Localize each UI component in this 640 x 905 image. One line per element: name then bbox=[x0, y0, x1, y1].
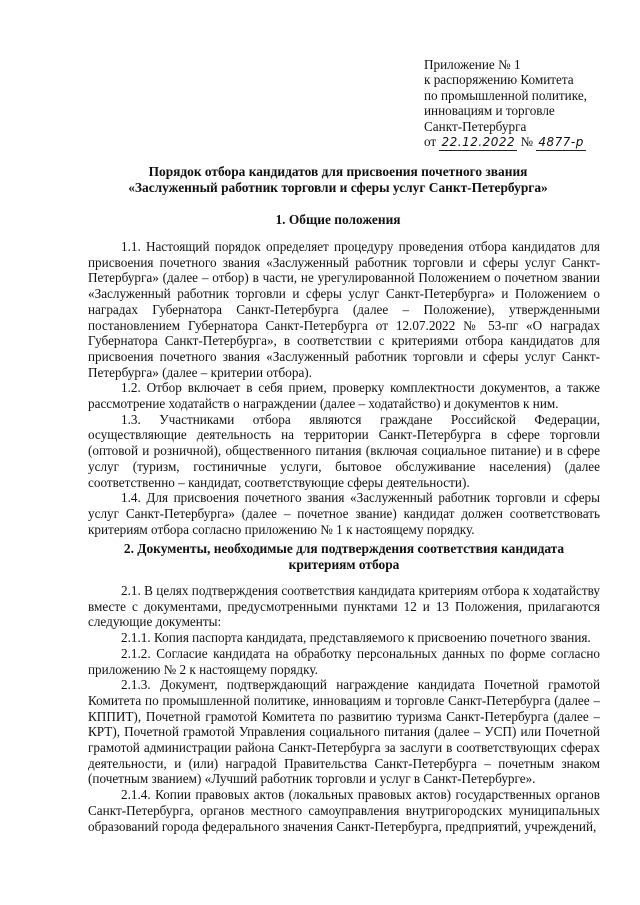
title-line: «Заслуженный работник торговли и сферы услуг Санкт-Петербурга» bbox=[128, 180, 548, 195]
appendix-line: по промышленной политике, bbox=[424, 87, 587, 103]
section-2-heading bbox=[88, 541, 600, 573]
paragraph: 2.1.1. Копия паспорта кандидата, представляемого к присвоению почетного звания. bbox=[121, 630, 591, 646]
section-1-heading: 1. Общие положения bbox=[275, 212, 401, 227]
title-line: Порядок отбора кандидатов для присвоения почетного звания bbox=[148, 164, 528, 179]
heading-line: 2. Документы, необходимые для подтверждения соответствия кандидата bbox=[123, 541, 565, 556]
date-value: 22.12.2022 bbox=[439, 135, 517, 151]
appendix-line: Санкт-Петербурга bbox=[424, 118, 527, 134]
paragraph: 2.1.2. Согласие кандидата на обработку персональных данных по форме согласно приложению № 2 к настоящему порядку. bbox=[88, 645, 600, 677]
section-1-body bbox=[88, 239, 600, 537]
paragraph: 1.2. Отбор включает в себя прием, проверку комплектности документов, а также рассмотрение ходатайств о награждении (далее – ходатайство) и документов к ним. bbox=[88, 380, 600, 412]
date-prefix: от bbox=[424, 134, 437, 150]
number-sign: № bbox=[520, 134, 534, 150]
appendix-line: Приложение № 1 bbox=[424, 57, 521, 72]
paragraph: 2.1. В целях подтверждения соответствия кандидата критериям отбора к ходатайству вместе с документами, предусмотренными пунктами 12 и 13 Положения, прилагаются следующие документы: bbox=[88, 583, 600, 630]
section-2-body bbox=[88, 583, 600, 834]
paragraph: 1.1. Настоящий порядок определяет процедуру проведения отбора кандидатов для присвоения почетного звания «Заслуженный работник торговли и сферы услуг Санкт-Петербурга» (далее – отбор) в части, не урегулированной Положением о почетном звании «Заслуженный работник торговли и сферы услуг Санкт-Петербурга» и Положением о наградах Губернатора Санкт-Петербурга (далее – Положение), утвержденными постановлением Губернатора Санкт-Петербурга от 12.07.2022 № 53-пг «О наградах Губернатора Санкт-Петербурга», в соответствии с критериями отбора кандидатов для присвоения почетного звания «Заслуженный работник торговли и сферы услуг Санкт-Петербурга» (далее – критерии отбора). bbox=[88, 239, 600, 380]
paragraph: 1.4. Для присвоения почетного звания «Заслуженный работник торговли и сферы услуг Санкт-Петербурга» (далее – почетное звание) кандидат должен соответствовать критериям отбора согласно приложению № 1 к настоящему порядку. bbox=[88, 490, 600, 537]
heading-line: критериям отбора bbox=[288, 557, 400, 572]
appendix-block bbox=[424, 57, 624, 151]
appendix-line: к распоряжению Комитета bbox=[424, 72, 574, 88]
document-title bbox=[88, 164, 588, 196]
paragraph: 2.1.4. Копии правовых актов (локальных правовых актов) государственных органов Санкт-Петербурга, органов местного самоуправления внутригородских муниципальных образований города федерального значения Санкт-Петербурга, предприятий, учреждений, bbox=[88, 787, 600, 834]
number-value: 4877-р bbox=[536, 135, 586, 151]
paragraph: 1.3. Участниками отбора являются граждане Российской Федерации, осуществляющие деятельность на территории Санкт-Петербурга в сфере торговли (оптовой и розничной), общественного питания (включая социальное питание) и в сфере услуг (туризм, гостиничные услуги, бытовое обслуживание населения) (далее соответственно – кандидат, соответствующие сферы деятельности). bbox=[88, 411, 600, 490]
appendix-line: инновациям и торговле bbox=[424, 103, 555, 119]
appendix-date-line bbox=[424, 134, 624, 151]
paragraph: 2.1.3. Документ, подтверждающий награждение кандидата Почетной грамотой Комитета по промышленной политике, инновациям и торговле Санкт-Петербурга (далее – КППИТ), Почетной грамотой Комитета по развитию туризма Санкт-Петербурга (далее – КРТ), Почетной грамотой Управления социального питания (далее – УСП) или Почетной грамотой администрации района Санкт-Петербурга за заслуги в соответствующих сферах деятельности, и (или) наградой Правительства Санкт-Петербурга – почетным знаком (почетным званием) «Лучший работник торговли и услуг в Санкт-Петербурге». bbox=[88, 677, 600, 787]
